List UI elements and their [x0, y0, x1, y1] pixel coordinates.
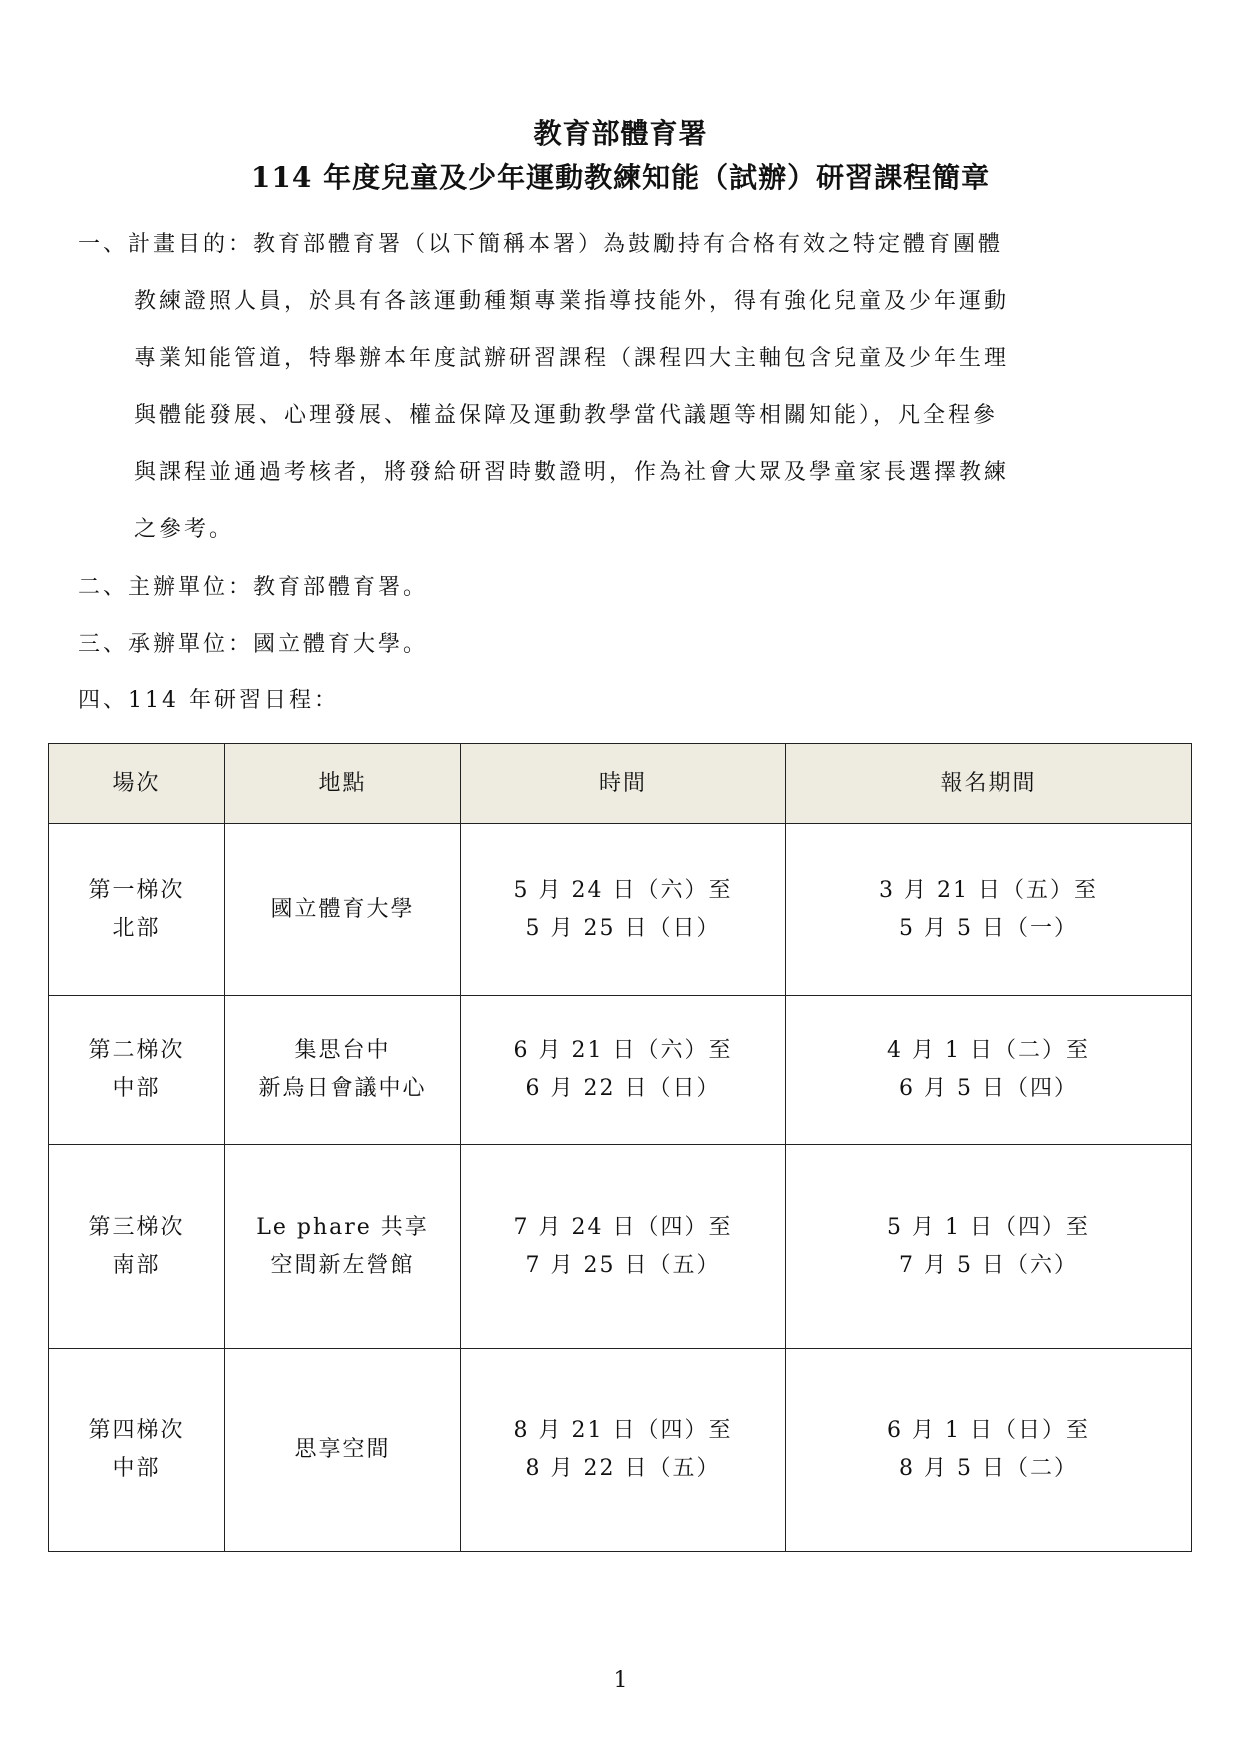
location-text: 空間新左營館	[270, 1252, 415, 1278]
time-end: 7 月 25 日（五）	[525, 1252, 721, 1278]
time-cell	[461, 824, 786, 996]
location-text: 國立體育大學	[270, 896, 415, 922]
registration-end: 7 月 5 日（六）	[899, 1252, 1078, 1278]
registration-start: 5 月 1 日（四）至	[887, 1214, 1090, 1240]
schedule-table	[48, 743, 1192, 1552]
session-name: 第四梯次	[88, 1418, 185, 1443]
location-text: Le phare 共享	[256, 1214, 429, 1240]
section-schedule-heading: 四、114 年研習日程：	[78, 688, 339, 713]
session-cell	[49, 824, 225, 996]
time-start: 5 月 24 日（六）至	[513, 877, 733, 903]
session-cell	[49, 1349, 225, 1552]
purpose-line: 一、計畫目的：教育部體育署（以下簡稱本署）為鼓勵持有合格有效之特定體育團體	[78, 232, 1004, 257]
purpose-line: 與課程並通過考核者，將發給研習時數證明，作為社會大眾及學童家長選擇教練	[134, 460, 1010, 485]
time-end: 8 月 22 日（五）	[525, 1456, 721, 1481]
table-row	[49, 1349, 1192, 1552]
registration-end: 5 月 5 日（一）	[899, 915, 1078, 941]
section-executor: 三、承辦單位：國立體育大學。	[78, 632, 429, 657]
session-name: 第一梯次	[88, 877, 185, 903]
time-cell	[461, 1145, 786, 1349]
purpose-line: 之參考。	[134, 517, 235, 542]
purpose-line: 教練證照人員，於具有各該運動種類專業指導技能外，得有強化兒童及少年運動	[134, 289, 1010, 314]
header-registration: 報名期間	[786, 744, 1192, 824]
header-session: 場次	[49, 744, 225, 824]
header-location: 地點	[225, 744, 461, 824]
registration-start: 4 月 1 日（二）至	[887, 1038, 1090, 1063]
registration-end: 8 月 5 日（二）	[899, 1456, 1078, 1481]
time-cell	[461, 996, 786, 1145]
header-time: 時間	[461, 744, 786, 824]
time-start: 6 月 21 日（六）至	[513, 1038, 733, 1063]
session-cell	[49, 1145, 225, 1349]
purpose-line: 專業知能管道，特舉辦本年度試辦研習課程（課程四大主軸包含兒童及少年生理	[134, 346, 1010, 371]
registration-cell	[786, 1145, 1192, 1349]
table-row	[49, 824, 1192, 996]
table-row	[49, 1145, 1192, 1349]
session-cell	[49, 996, 225, 1145]
time-end: 5 月 25 日（日）	[525, 915, 721, 941]
session-region: 中部	[112, 1456, 161, 1481]
title-block	[0, 112, 1241, 200]
document-subtitle: 114 年度兒童及少年運動教練知能（試辦）研習課程簡章	[250, 161, 991, 194]
time-end: 6 月 22 日（日）	[525, 1076, 721, 1101]
session-name: 第三梯次	[88, 1214, 185, 1240]
session-region: 南部	[112, 1252, 161, 1278]
section-organizer: 二、主辦單位：教育部體育署。	[78, 575, 429, 600]
registration-cell	[786, 824, 1192, 996]
location-cell	[225, 996, 461, 1145]
table-header-row	[49, 744, 1192, 824]
session-region: 北部	[112, 915, 161, 941]
page-number: 1	[613, 1668, 628, 1693]
session-region: 中部	[112, 1076, 161, 1101]
time-start: 8 月 21 日（四）至	[513, 1418, 733, 1443]
registration-cell	[786, 996, 1192, 1145]
section-purpose	[78, 230, 1158, 572]
location-cell	[225, 1349, 461, 1552]
registration-start: 3 月 21 日（五）至	[879, 877, 1098, 903]
location-text: 新烏日會議中心	[258, 1076, 427, 1101]
location-cell	[225, 1145, 461, 1349]
document-title: 教育部體育署	[533, 117, 708, 150]
purpose-line: 與體能發展、心理發展、權益保障及運動教學當代議題等相關知能），凡全程參	[134, 403, 999, 428]
location-text: 集思台中	[294, 1038, 391, 1063]
time-start: 7 月 24 日（四）至	[513, 1214, 733, 1240]
location-text: 思享空間	[294, 1437, 391, 1462]
registration-end: 6 月 5 日（四）	[899, 1076, 1078, 1101]
session-name: 第二梯次	[88, 1038, 185, 1063]
table-row	[49, 996, 1192, 1145]
registration-start: 6 月 1 日（日）至	[887, 1418, 1090, 1443]
time-cell	[461, 1349, 786, 1552]
registration-cell	[786, 1349, 1192, 1552]
location-cell	[225, 824, 461, 996]
